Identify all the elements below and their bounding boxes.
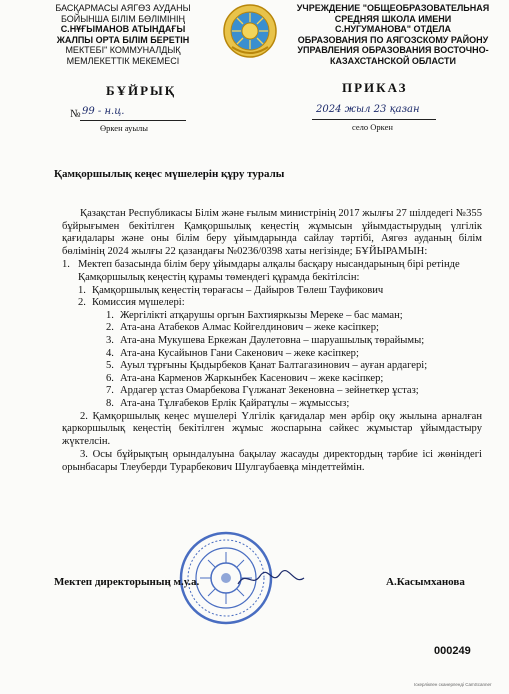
member-text: Ата-ана Кусайынов Гани Сакенович – жеке кәсіпкер; xyxy=(120,347,359,359)
scanner-watermark: Іскерлікпен сканерленді CamScanner xyxy=(414,682,492,687)
member-number: 6. xyxy=(106,372,114,384)
header-ru-line: ОБРАЗОВАНИЯ ПО АЯГОЗСКОМУ РАЙОНУ xyxy=(297,34,489,45)
order-title-ru: ПРИКАЗ xyxy=(342,80,408,95)
signature-position: Мектеп директорының м.у.а. xyxy=(54,576,200,588)
order-title-kz: БҰЙРЫҚ xyxy=(106,83,177,98)
member-row xyxy=(106,385,482,398)
order-number-line xyxy=(80,120,186,121)
member-number: 7. xyxy=(106,385,114,397)
member-text: Жергілікті атқарушы оргын Бахтияркызы Мереке – бас маман; xyxy=(120,309,403,321)
sub-item-2 xyxy=(62,297,482,310)
header-ru-line: УПРАВЛЕНИЯ ОБРАЗОВАНИЯ ВОСТОЧНО- xyxy=(297,45,489,55)
header-kz-line: С.НҰҒЫМАНОВ АТЫНДАҒЫ xyxy=(60,24,186,34)
header-kz-line: БАСҚАРМАСЫ АЯГӨЗ АУДАНЫ xyxy=(55,3,191,13)
order-date-handwritten: 2024 жыл 23 қазан xyxy=(316,104,420,115)
member-text: Ауыл тұрғыны Қыдырбеков Қанат Балтагазинович – ауған ардагері; xyxy=(120,360,428,372)
member-number: 4. xyxy=(106,347,114,359)
member-text: Ата-ана Тұлғабеков Ерлік Қайратұлы – жұмыссыз; xyxy=(120,397,350,409)
header-kz-line: МЕМЛЕКЕТТІК МЕКЕМЕСІ xyxy=(66,55,180,66)
order-number-handwritten: 99 - н.ц. xyxy=(82,106,125,117)
header-ru-line: С.НУГУМАНОВА" ОТДЕЛА xyxy=(334,24,452,34)
item-1 xyxy=(62,259,482,284)
member-row xyxy=(106,310,482,323)
header-ru xyxy=(290,3,496,66)
member-number: 5. xyxy=(106,360,114,372)
sub-item-2-text: Комиссия мүшелері: xyxy=(92,297,185,309)
header-kz-line: БОЙЫНША БІЛІМ БӨЛІМІНІҢ xyxy=(60,13,186,24)
member-number: 3. xyxy=(106,334,114,346)
member-text: Ардагер ұстаз Омарбекова Гүлжанат Зекеновна – зейнеткер ұстаз; xyxy=(120,385,419,397)
member-row xyxy=(106,335,482,348)
header-ru-line: КАЗАХСТАНСКОЙ ОБЛАСТИ xyxy=(329,55,457,66)
member-row xyxy=(106,360,482,373)
header-kz-line: МЕКТЕБІ" КОММУНАЛДЫҚ xyxy=(65,45,181,55)
member-row xyxy=(106,322,482,335)
header-ru-line: УЧРЕЖДЕНИЕ "ОБЩЕОБРАЗОВАТЕЛЬНАЯ xyxy=(296,3,490,13)
order-number-sign: № xyxy=(70,108,81,120)
sub-item-1 xyxy=(62,285,482,298)
member-text: Ата-ана Карменов Жаркынбек Касенович – жеке кәсіпкер; xyxy=(120,372,384,384)
place-kz: Өркен ауылы xyxy=(100,123,149,133)
sub-item-1-number: 1. xyxy=(78,284,86,296)
order-body xyxy=(62,208,482,474)
item-3: 3. Осы бұйрықтың орындалуына бақылау жасауды директордың тәрбие ісі жөніндегі орынбасары Тлеуберди Турарбекович Шулгаубаевқа міндеттеймін. xyxy=(62,449,482,473)
header-kz-line: ЖАЛПЫ ОРТА БІЛІМ БЕРЕТІН xyxy=(56,34,190,45)
item-1-number: 1. xyxy=(62,259,70,271)
member-number: 1. xyxy=(106,309,114,321)
members-list xyxy=(62,310,482,411)
header-kz xyxy=(24,3,222,66)
signature-name: А.Касымханова xyxy=(386,576,465,588)
order-subject: Қамқоршылық кеңес мүшелерін құру туралы xyxy=(54,168,285,180)
member-row xyxy=(106,398,482,411)
handwritten-signature-icon xyxy=(236,568,306,590)
member-number: 8. xyxy=(106,397,114,409)
order-date-line xyxy=(312,119,436,120)
member-text: Ата-ана Мукушева Еркежан Даулетовна – шаруашылық төрайымы; xyxy=(120,334,425,346)
sub-item-1-text: Қамқоршылық кеңестің төрағасы – Дайыров Төлеш Тауфикович xyxy=(92,284,384,296)
state-emblem-icon xyxy=(222,3,278,59)
item-1-text: Мектеп базасында білім беру ұйымдары алқалы басқару нысандарының бірі ретінде Қамқоршылық кеңестің құрамы төмендегі құрамда бекітілсін: xyxy=(78,259,460,283)
member-row xyxy=(106,348,482,361)
body-intro: Қазақстан Республикасы Білім және ғылым министрінің 2017 жылғы 27 шілдедегі №355 бұйрығымен бекітілген Қамқоршылық кеңестің жұмысын ұйымдастырудың үлгілік қағидалары және оны білім беру ұйымдарында сайлау тәртібі, Аягөз ауданың білім бөлімінің 2024 жылғы 22 қазандағы №0236/0398 хаты негізінде; БҰЙЫРАМЫН: xyxy=(62,208,482,257)
member-number: 2. xyxy=(106,322,114,334)
place-ru: село Оркен xyxy=(352,122,393,132)
member-row xyxy=(106,373,482,386)
member-text: Ата-ана Атабеков Алмас Койгелдинович – жеке кәсіпкер; xyxy=(120,322,379,334)
document-code: 000249 xyxy=(434,645,471,657)
item-2: 2. Қамқоршылық кеңес мүшелері Үлгілік қағидалар мен әрбір оқу жылына арналған қаркоршылық кеңестің бекітілген жұмыс жоспарына сәйкес жұмыстар ұйымдастыру жүктелсін. xyxy=(62,410,482,447)
header-ru-line: СРЕДНЯЯ ШКОЛА ИМЕНИ xyxy=(334,13,452,24)
sub-item-2-number: 2. xyxy=(78,297,86,309)
